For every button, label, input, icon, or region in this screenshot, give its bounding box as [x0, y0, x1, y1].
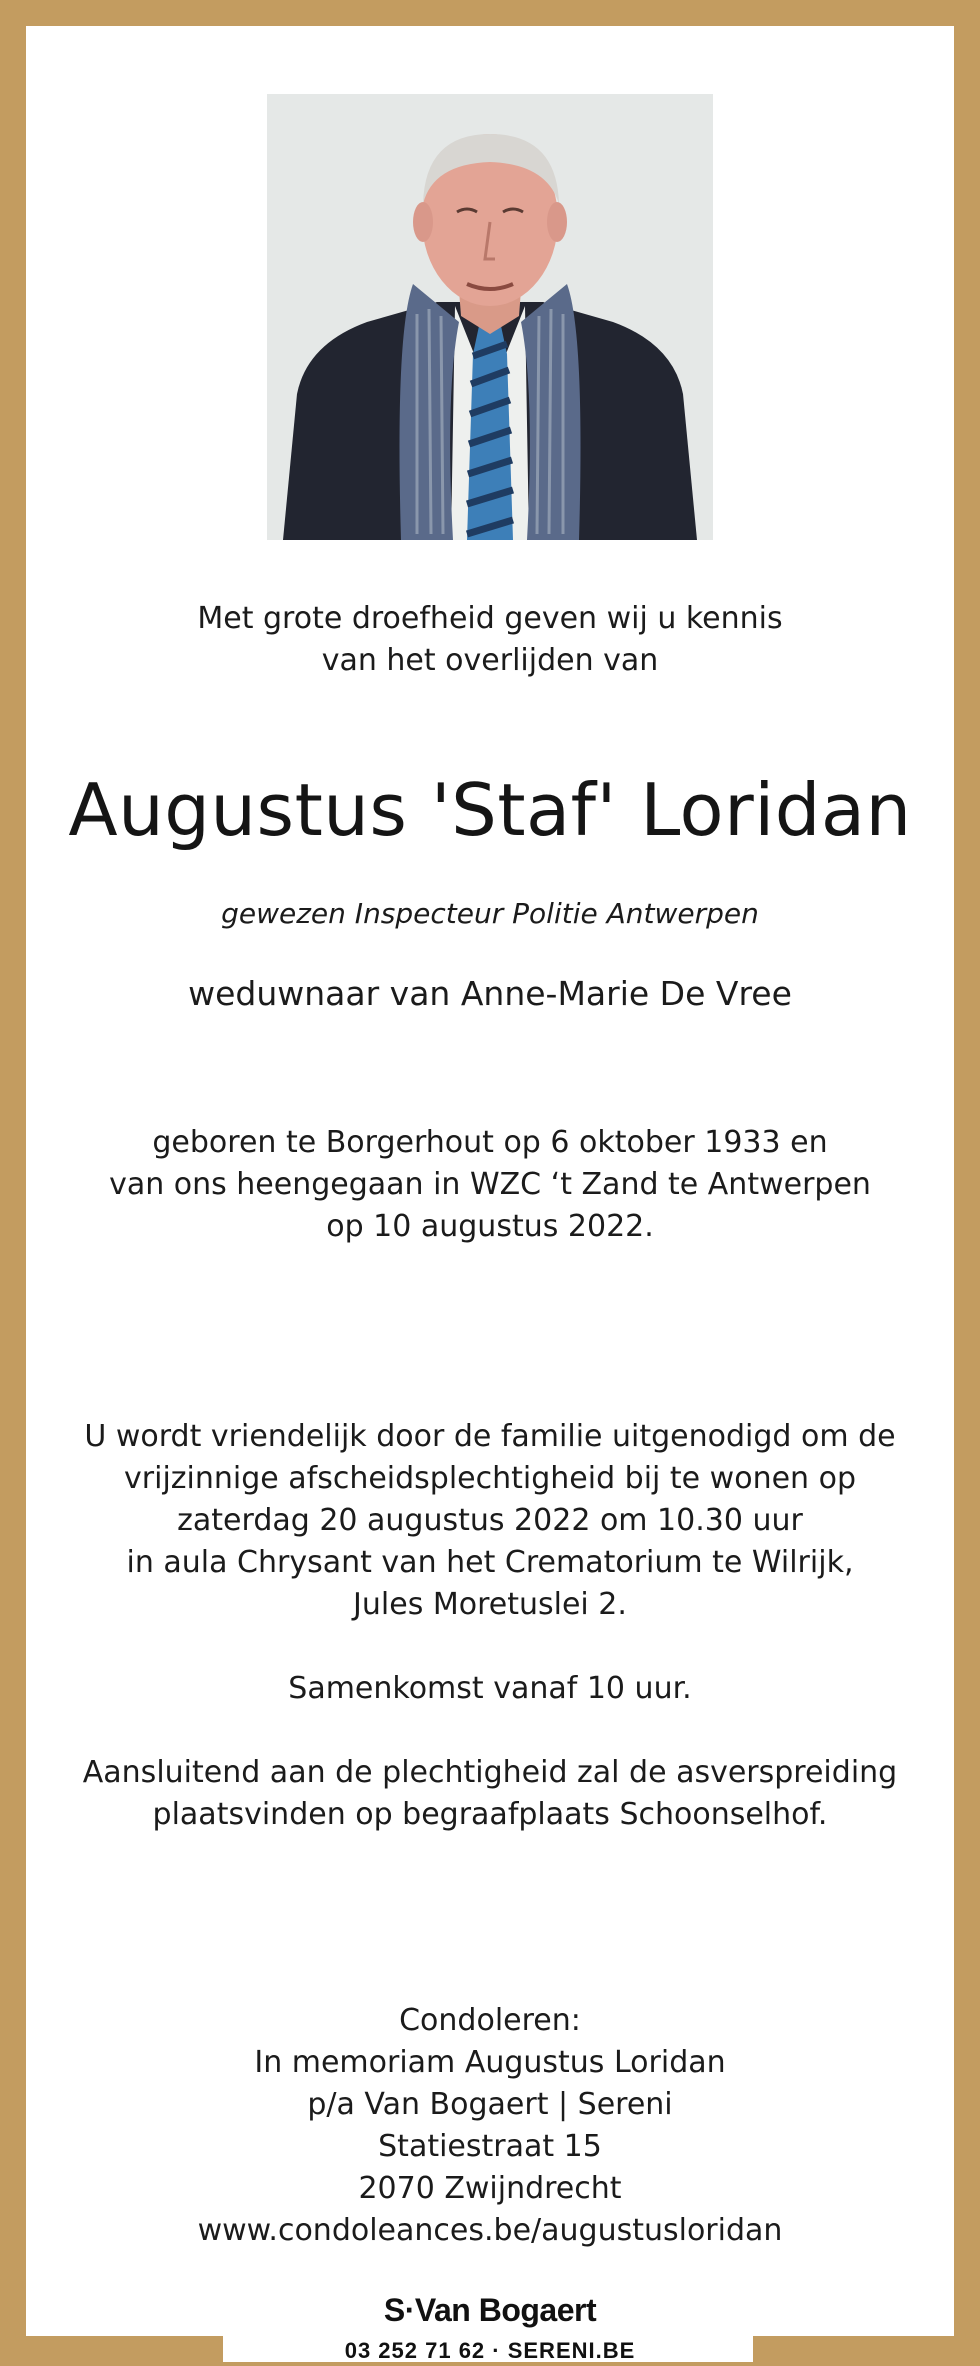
- birth-line: van ons heengegaan in WZC ‘t Zand te Antwerpen: [109, 1167, 871, 1202]
- invite-line: vrijzinnige afscheidsplechtigheid bij te wonen op: [124, 1461, 856, 1496]
- funeral-home-logo: S·Van Bogaert: [383, 2292, 597, 2328]
- condolence-address: [26, 2000, 954, 2252]
- condole-line: Condoleren:: [399, 2003, 581, 2038]
- obituary-card: [26, 26, 954, 2336]
- birth-line: geboren te Borgerhout op 6 oktober 1933 en: [152, 1125, 828, 1160]
- condole-line: In memoriam Augustus Loridan: [254, 2045, 726, 2080]
- ashes-line: plaatsvinden op begraafplaats Schoonselhof.: [152, 1797, 828, 1832]
- condole-line: 2070 Zwijndrecht: [358, 2171, 622, 2206]
- intro-text: [26, 598, 954, 682]
- gathering-time: Samenkomst vanaf 10 uur.: [288, 1671, 692, 1706]
- invite-line: zaterdag 20 augustus 2022 om 10.30 uur: [177, 1503, 803, 1538]
- invite-line: U wordt vriendelijk door de familie uitgenodigd om de: [84, 1419, 896, 1454]
- condole-line: p/a Van Bogaert | Sereni: [307, 2087, 673, 2122]
- invite-line: in aula Chrysant van het Crematorium te Wilrijk,: [126, 1545, 854, 1580]
- ceremony-invitation: [26, 1416, 954, 1626]
- birth-death-text: [26, 1122, 954, 1248]
- widower-line: weduwnaar van Anne-Marie De Vree: [188, 974, 792, 1013]
- ashes-line: Aansluitend aan de plechtigheid zal de asverspreiding: [82, 1755, 898, 1790]
- ash-scattering-text: [26, 1752, 954, 1836]
- intro-line: van het overlijden van: [321, 643, 659, 678]
- condole-line: Statiestraat 15: [378, 2129, 602, 2164]
- portrait-photo: [267, 94, 713, 540]
- profession-subtitle: gewezen Inspecteur Politie Antwerpen: [221, 897, 759, 930]
- birth-line: op 10 augustus 2022.: [326, 1209, 654, 1244]
- deceased-name: Augustus 'Staf' Loridan: [68, 768, 912, 852]
- condolence-website-link[interactable]: www.condoleances.be/augustusloridan: [197, 2213, 783, 2248]
- invite-line: Jules Moretuslei 2.: [353, 1587, 627, 1622]
- funeral-home-contact: 03 252 71 62 · SERENI.BE: [344, 2338, 636, 2363]
- intro-line: Met grote droefheid geven wij u kennis: [197, 601, 783, 636]
